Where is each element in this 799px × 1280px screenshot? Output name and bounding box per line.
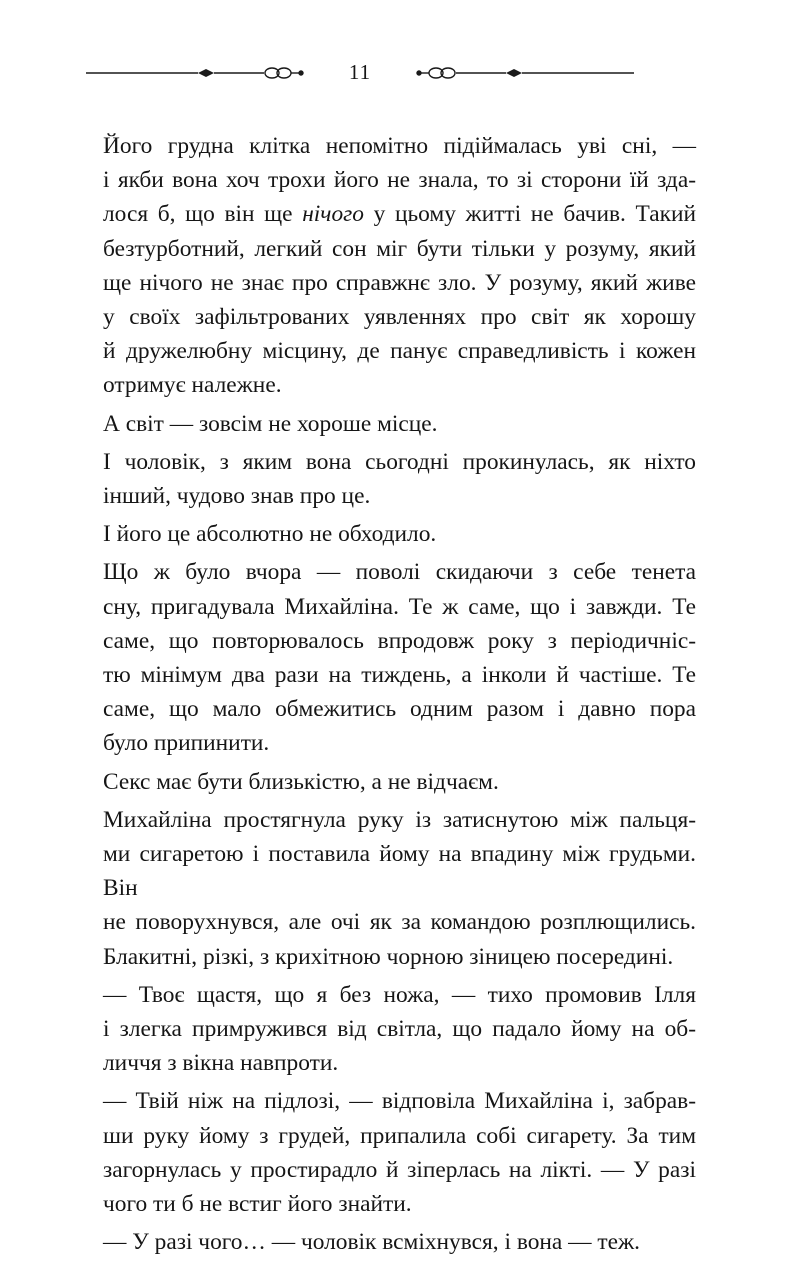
text-line: отримує належне.: [103, 372, 282, 399]
paragraph: [103, 555, 696, 760]
text-line: Що ж було вчора — поволі скидаючи з себе тенета: [103, 559, 696, 586]
text-line: у своїх зафільтрованих уявленнях про світ як хорошу: [103, 304, 696, 331]
page-header: [86, 50, 634, 100]
paragraph: [103, 445, 696, 513]
text-line: не поворухнувся, але очі як за командою розплющились.: [103, 909, 696, 936]
text-line: — Твоє щастя, що я без ножа, — тихо промовив Ілля: [103, 981, 696, 1008]
paragraph: [103, 129, 696, 403]
text-line: Михайліна простягнула руку із затиснутою між пальця-: [103, 806, 696, 833]
text-line: лося б, що він ще нічого у цьому житті не бачив. Такий: [103, 201, 696, 228]
text-line: і якби вона хоч трохи його не знала, то зі сторони їй зда-: [103, 167, 696, 194]
text-line: І чоловік, з яким вона сьогодні прокинулась, як ніхто: [103, 448, 696, 475]
page-number: 11: [348, 60, 372, 84]
text-line: й дружелюбну місцину, де панує справедливість і кожен: [103, 338, 696, 365]
text-line: А світ — зовсім не хороше місце.: [103, 410, 438, 437]
text-line: саме, що повторювалось впродовж року з періодичніс-: [103, 627, 696, 654]
text-line: Секс має бути близькістю, а не відчаєм.: [103, 768, 499, 795]
paragraph: [103, 1225, 696, 1259]
text-line: було припинити.: [103, 730, 270, 757]
text-line: чого ти б не встиг його знайти.: [103, 1191, 412, 1218]
paragraph: [103, 1084, 696, 1221]
paragraph: [103, 978, 696, 1081]
text-line: тю мінімум два рази на тиждень, а інколи й частіше. Те: [103, 662, 696, 689]
text-line: І його це абсолютно не обходило.: [103, 521, 437, 548]
text-line: загорнулась у простирадло й зіперлась на лікті. — У разі: [103, 1156, 696, 1183]
text-line: — У разі чого… — чоловік всміхнувся, і вона — теж.: [103, 1229, 640, 1256]
text-line: саме, що мало обмежитись одним разом і давно пора: [103, 696, 696, 723]
text-line: — Твій ніж на підлозі, — відповіла Михайліна і, забрав-: [103, 1088, 696, 1115]
emphasis: нічого: [302, 201, 364, 228]
text-line: личчя з вікна навпроти.: [103, 1050, 339, 1077]
text-line: ми сигаретою і поставила йому на впадину між грудьми. Він: [103, 841, 696, 902]
text-line: інший, чудово знав про це.: [103, 483, 371, 510]
text-line: ще нічого не знає про справжнє зло. У розуму, який живе: [103, 269, 696, 296]
text-line: ши руку йому з грудей, припалила собі сигарету. За тим: [103, 1122, 696, 1149]
paragraph: [103, 517, 696, 551]
text-line: Блакитні, різкі, з крихітною чорною зіницею посередині.: [103, 943, 674, 970]
body-text: [103, 129, 696, 1260]
text-line: Його грудна клітка непомітно підіймалась уві сні, —: [103, 133, 696, 159]
paragraph: [103, 407, 696, 441]
text-line: сну, пригадувала Михайліна. Те ж саме, що і завжди. Те: [103, 593, 696, 620]
text-line: і злегка примружився від світла, що падало йому на об-: [103, 1016, 696, 1043]
paragraph: [103, 765, 696, 799]
text-line: безтурботний, легкий сон міг бути тільки у розуму, який: [103, 235, 696, 262]
paragraph: [103, 803, 696, 974]
